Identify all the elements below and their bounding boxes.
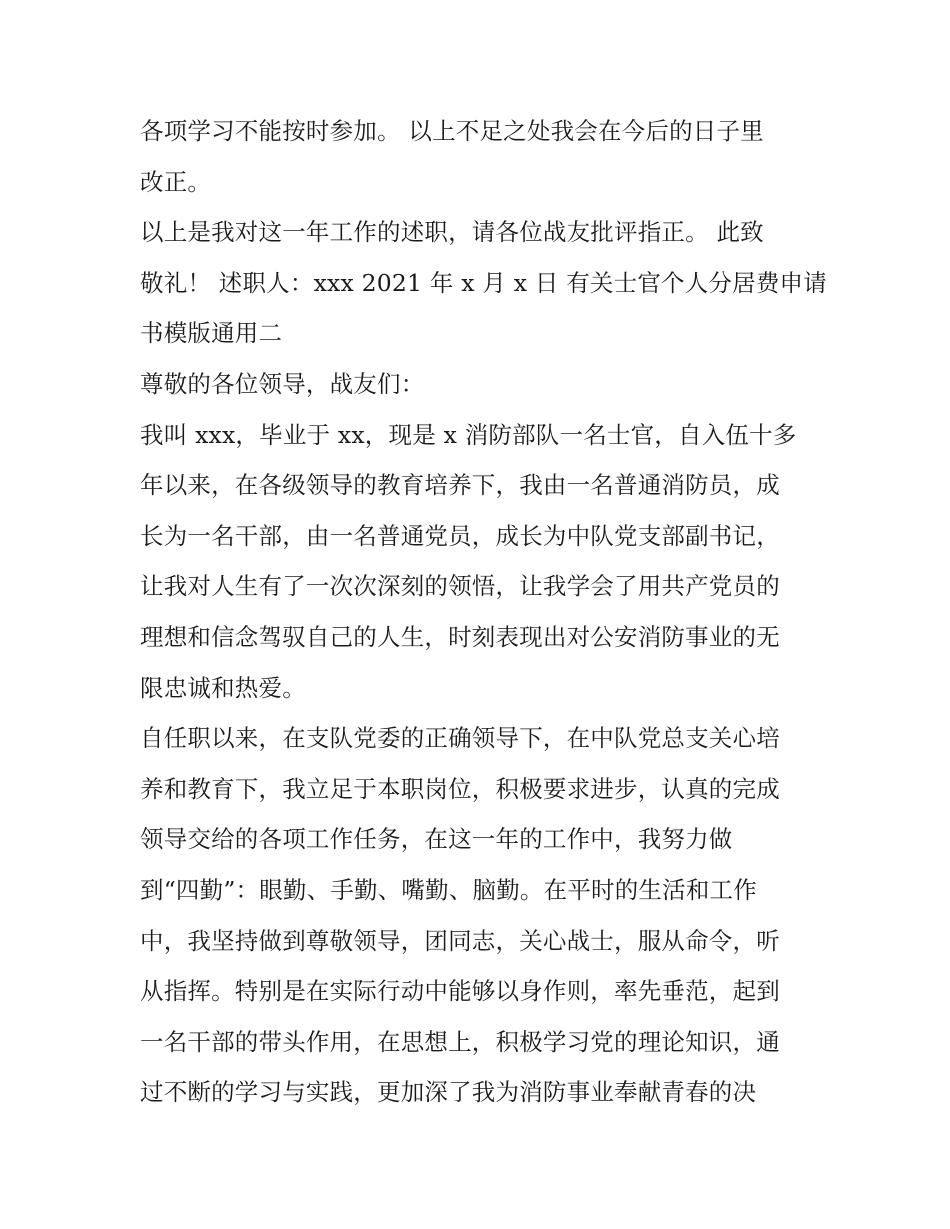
text-line: 长为一名干部，由一名普通党员，成长为中队党支部副书记，: [140, 521, 780, 550]
text-line: 敬礼！ 述职人：xxx 2021 年 x 月 x 日 有关士官个人分居费申请: [140, 268, 827, 297]
text-line: 养和教育下，我立足于本职岗位，积极要求进步，认真的完成: [140, 774, 780, 803]
text-line: 从指挥。特别是在实际行动中能够以身作则，率先垂范，起到: [140, 977, 780, 1006]
text-line: 我叫 xxx，毕业于 xx，现是 x 消防部队一名士官，自入伍十多: [140, 420, 797, 449]
text-line: 书模版通用二: [140, 319, 283, 348]
text-line: 理想和信念驾驭自己的人生，时刻表现出对公安消防事业的无: [140, 622, 780, 651]
document-body: [140, 106, 830, 1118]
text-line: 自任职以来，在支队党委的正确领导下，在中队党总支关心培: [140, 724, 780, 753]
text-line: 以上是我对这一年工作的述职，请各位战友批评指正。 此致: [140, 218, 764, 247]
text-line: 一名干部的带头作用，在思想上，积极学习党的理论知识，通: [140, 1027, 780, 1056]
text-line: 年以来，在各级领导的教育培养下，我由一名普通消防员，成: [140, 471, 780, 500]
text-line: 领导交给的各项工作任务，在这一年的工作中，我努力做: [140, 825, 733, 854]
text-line: 过不断的学习与实践，更加深了我为消防事业奉献青春的决: [140, 1078, 757, 1107]
text-line: 各项学习不能按时参加。 以上不足之处我会在今后的日子里: [140, 117, 764, 145]
text-line: 尊敬的各位领导，战友们：: [140, 369, 425, 398]
text-line: 让我对人生有了一次次深刻的领悟，让我学会了用共产党员的: [140, 572, 780, 601]
text-line: 改正。: [140, 167, 212, 196]
text-line: 中，我坚持做到尊敬领导，团同志，关心战士，服从命令，听: [140, 926, 780, 955]
text-line: 到“四勤”：眼勤、手勤、嘴勤、脑勤。在平时的生活和工作: [140, 875, 757, 904]
text-line: 限忠诚和热爱。: [140, 673, 306, 702]
